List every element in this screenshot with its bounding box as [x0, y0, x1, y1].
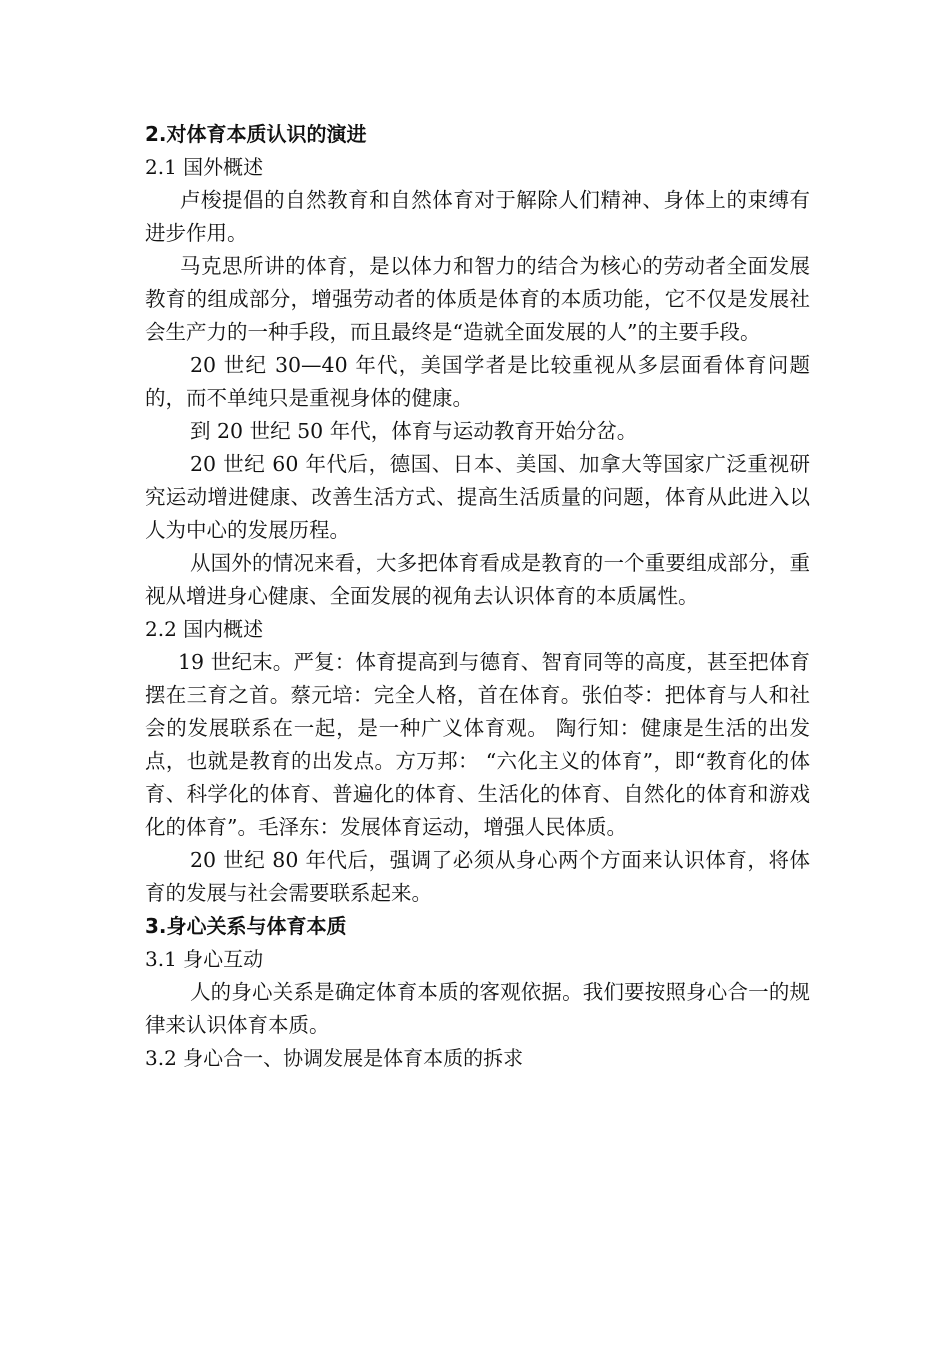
- paragraph: 20 世纪 60 年代后，德国、日本、美国、加拿大等国家广泛重视研究运动增进健康、改善生活方式、提高生活质量的问题，体育从此进入以人为中心的发展历程。: [145, 452, 810, 542]
- paragraph: 到 20 世纪 50 年代，体育与运动教育开始分岔。: [190, 419, 638, 443]
- subsection-heading: 3.1 身心互动: [145, 947, 264, 971]
- document-page: [145, 118, 810, 1075]
- paragraph: 人的身心关系是确定体育本质的客观依据。我们要按照身心合一的规律来认识体育本质。: [145, 980, 810, 1037]
- section-heading: 3.身心关系与体育本质: [145, 914, 347, 938]
- subsection-heading: 2.1 国外概述: [145, 155, 264, 179]
- paragraph: 20 世纪 30—40 年代，美国学者是比较重视从多层面看体育问题的，而不单纯只是重视身体的健康。: [145, 353, 810, 410]
- paragraph: 马克思所讲的体育，是以体力和智力的结合为核心的劳动者全面发展教育的组成部分，增强劳动者的体质是体育的本质功能，它不仅是发展社会生产力的一种手段，而且最终是“造就全面发展的人”的主要手段。: [145, 254, 810, 344]
- paragraph: 卢梭提倡的自然教育和自然体育对于解除人们精神、身体上的束缚有进步作用。: [145, 188, 810, 245]
- paragraph: 从国外的情况来看，大多把体育看成是教育的一个重要组成部分，重视从增进身心健康、全面发展的视角去认识体育的本质属性。: [145, 551, 810, 608]
- subsection-heading: 3.2 身心合一、协调发展是体育本质的拆求: [145, 1046, 524, 1070]
- paragraph: 20 世纪 80 年代后，强调了必须从身心两个方面来认识体育，将体育的发展与社会需要联系起来。: [145, 848, 810, 905]
- section-heading: 2.对体育本质认识的演进: [145, 122, 367, 146]
- paragraph: 19 世纪末。严复：体育提高到与德育、智育同等的高度，甚至把体育摆在三育之首。蔡元培：完全人格，首在体育。张伯苓：把体育与人和社会的发展联系在一起，是一种广义体育观。 陶行知：健康是生活的出发点，也就是教育的出发点。方万邦： “六化主义的体育”，即“教育化的体育、科学化的体育、普遍化的体育、生活化的体育、自然化的体育和游戏化的体育”。毛泽东：发展体育运动，增强人民体质。: [145, 650, 810, 839]
- subsection-heading: 2.2 国内概述: [145, 617, 264, 641]
